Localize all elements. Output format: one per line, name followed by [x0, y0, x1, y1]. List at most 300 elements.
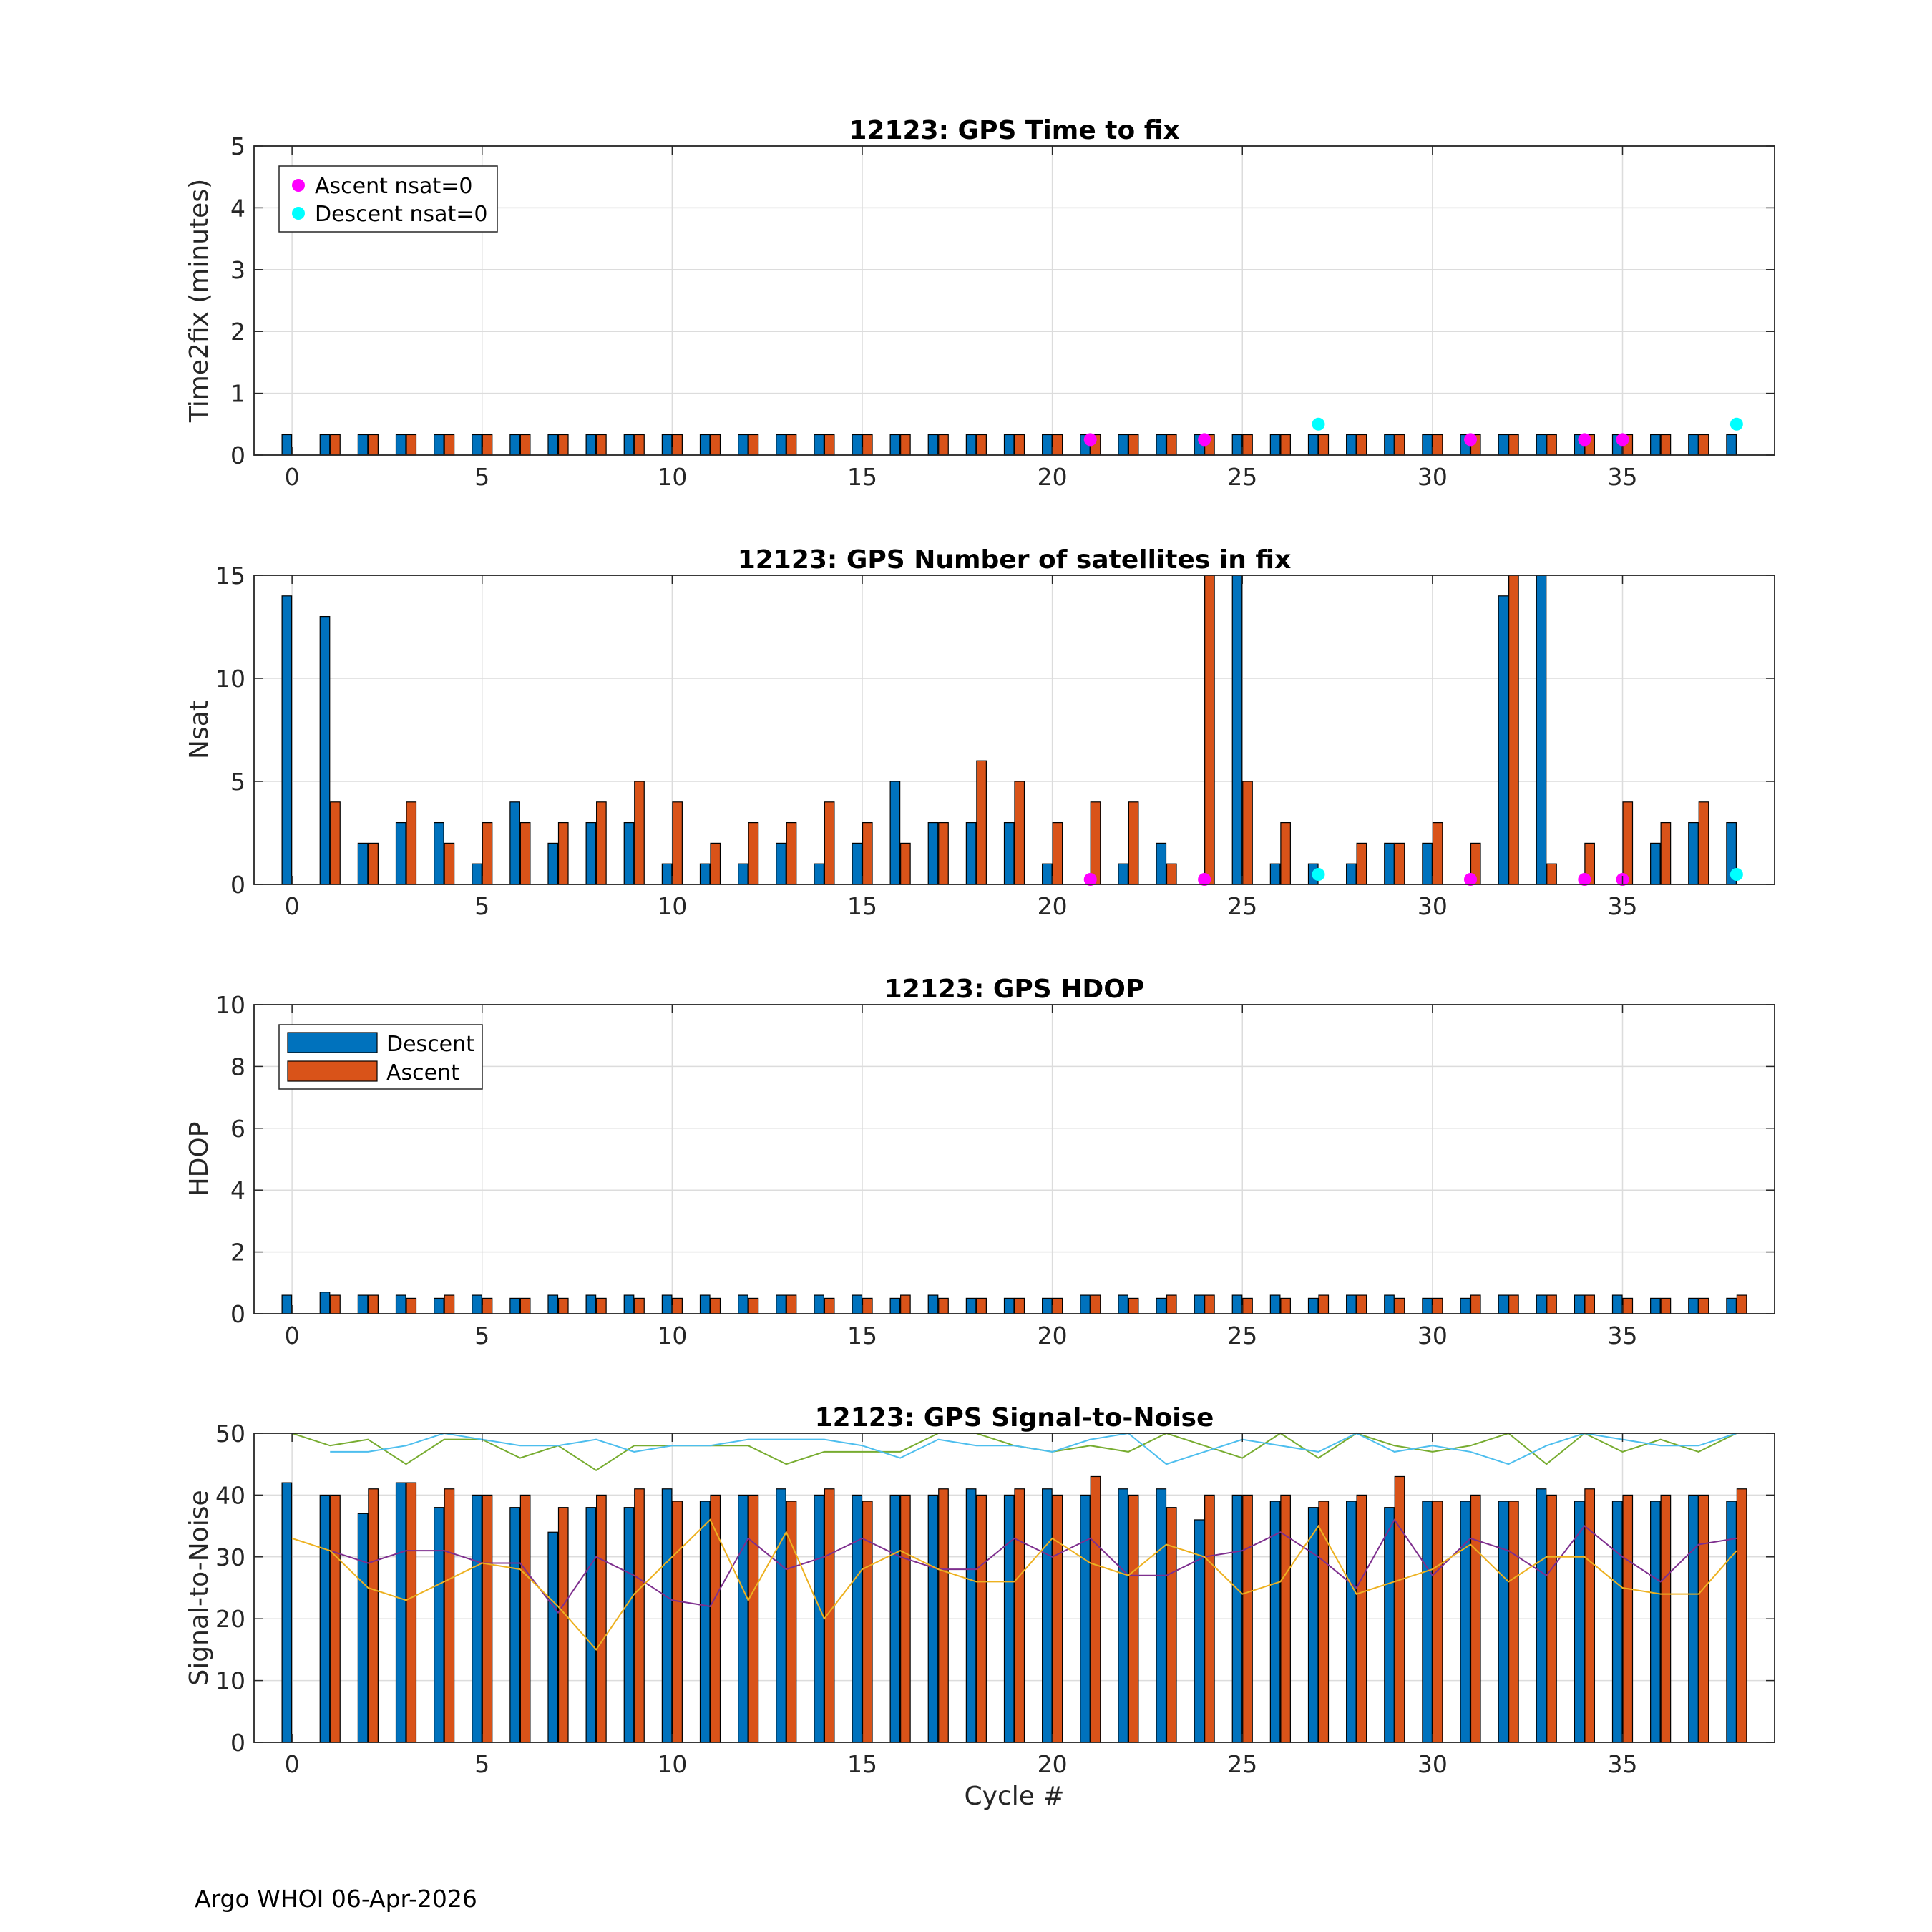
bar-ascent: [711, 434, 721, 455]
x-tick-label: 30: [1417, 1750, 1448, 1778]
bar-ascent: [1243, 1495, 1253, 1742]
bar-ascent: [1053, 823, 1063, 884]
bar-descent: [814, 864, 824, 884]
bar-descent: [1385, 434, 1395, 455]
bar-ascent: [711, 1298, 721, 1314]
bar-descent: [1689, 1298, 1699, 1314]
bar-descent: [396, 1483, 406, 1742]
bar-ascent: [1509, 575, 1519, 884]
y-tick-label: 1: [230, 379, 245, 408]
y-axis-label: Signal-to-Noise: [185, 1490, 214, 1686]
bar-descent: [586, 1295, 596, 1314]
bar-descent: [1423, 434, 1433, 455]
y-tick-label: 0: [230, 1729, 245, 1757]
bar-ascent: [1661, 823, 1671, 884]
bar-ascent: [1509, 1295, 1519, 1314]
legend-marker-descent: [292, 207, 305, 220]
x-tick-label: 20: [1037, 1322, 1068, 1350]
x-tick-label: 20: [1037, 463, 1068, 491]
bar-ascent: [1091, 802, 1101, 884]
bar-ascent: [1471, 1295, 1481, 1314]
bar-ascent: [1547, 1495, 1557, 1742]
legend-label: Descent: [386, 1032, 474, 1057]
bar-ascent: [1547, 1295, 1557, 1314]
x-tick-label: 10: [657, 1322, 688, 1350]
bar-descent: [814, 1495, 824, 1742]
footer-label: Argo WHOI 06-Apr-2026: [195, 1885, 477, 1913]
bar-ascent: [1737, 1295, 1747, 1314]
bar-descent: [1385, 843, 1395, 884]
bar-descent: [1613, 1501, 1623, 1742]
bar-descent: [472, 864, 482, 884]
legend: [279, 1025, 482, 1089]
bar-descent: [396, 1295, 406, 1314]
bar-ascent: [444, 843, 454, 884]
bar-ascent: [1167, 434, 1177, 455]
bar-ascent: [1053, 434, 1063, 455]
bar-ascent: [748, 1298, 758, 1314]
bar-descent: [852, 1295, 862, 1314]
bar-descent: [1118, 434, 1128, 455]
bar-ascent: [369, 434, 379, 455]
bar-ascent: [1661, 1495, 1671, 1742]
panel-1: [185, 116, 1775, 491]
bar-descent: [434, 1298, 444, 1314]
bar-ascent: [786, 823, 796, 884]
bar-ascent: [1357, 843, 1367, 884]
bar-descent: [1080, 1295, 1091, 1314]
bar-descent: [1156, 1298, 1166, 1314]
bar-ascent: [1128, 802, 1138, 884]
y-tick-label: 2: [230, 318, 245, 346]
x-tick-label: 35: [1607, 1750, 1638, 1778]
bar-descent: [852, 843, 862, 884]
bar-ascent: [1357, 1295, 1367, 1314]
y-axis-label: Nsat: [185, 701, 214, 759]
bar-ascent: [597, 434, 607, 455]
bar-ascent: [635, 1489, 645, 1742]
bar-ascent: [711, 843, 721, 884]
bar-ascent: [1585, 1295, 1595, 1314]
bar-descent: [1270, 1295, 1280, 1314]
bar-ascent: [1128, 1495, 1138, 1742]
bar-descent: [624, 434, 634, 455]
bar-descent: [1043, 1298, 1053, 1314]
bar-descent: [1727, 434, 1737, 455]
bar-descent: [1498, 434, 1508, 455]
bar-ascent: [369, 1295, 379, 1314]
bar-ascent: [1015, 1489, 1025, 1742]
chart-title: 12123: GPS HDOP: [884, 975, 1145, 1004]
bar-ascent: [1243, 1298, 1253, 1314]
bar-descent: [1270, 864, 1280, 884]
bar-ascent: [635, 1298, 645, 1314]
x-tick-label: 20: [1037, 1750, 1068, 1778]
bar-descent: [662, 864, 672, 884]
bar-descent: [966, 1489, 976, 1742]
bar-ascent: [863, 1501, 873, 1742]
marker-ascent-nsat0: [1198, 433, 1211, 446]
bar-descent: [928, 1495, 938, 1742]
x-tick-label: 5: [474, 1322, 490, 1350]
bar-descent: [776, 434, 786, 455]
bar-descent: [814, 1295, 824, 1314]
bar-ascent: [444, 1489, 454, 1742]
bar-descent: [510, 802, 520, 884]
bar-ascent: [482, 823, 492, 884]
bar-descent: [701, 434, 711, 455]
bar-descent: [1498, 596, 1508, 884]
bar-descent: [624, 1508, 634, 1742]
bar-ascent: [1091, 1476, 1101, 1742]
bar-ascent: [559, 1508, 569, 1742]
bar-ascent: [1699, 434, 1709, 455]
bar-descent: [320, 1495, 330, 1742]
y-tick-label: 5: [230, 768, 245, 796]
bar-descent: [1232, 434, 1242, 455]
bar-ascent: [1699, 802, 1709, 884]
bar-descent: [928, 434, 938, 455]
bar-descent: [1460, 1501, 1470, 1742]
x-tick-label: 30: [1417, 463, 1448, 491]
bar-ascent: [635, 781, 645, 884]
bar-descent: [776, 1489, 786, 1742]
bar-descent: [1423, 1501, 1433, 1742]
bar-ascent: [901, 1495, 911, 1742]
bar-descent: [1005, 823, 1015, 884]
bar-ascent: [748, 434, 758, 455]
bar-descent: [358, 1513, 368, 1742]
bar-ascent: [1319, 1501, 1329, 1742]
x-tick-label: 0: [284, 1750, 300, 1778]
bar-ascent: [977, 1298, 987, 1314]
panel-2: [185, 545, 1775, 920]
bar-descent: [510, 1298, 520, 1314]
x-tick-label: 15: [847, 892, 877, 920]
bar-descent: [1156, 1489, 1166, 1742]
bar-descent: [852, 1495, 862, 1742]
legend-marker-ascent: [292, 179, 305, 192]
bar-ascent: [369, 843, 379, 884]
bar-descent: [890, 781, 900, 884]
bar-ascent: [1509, 1501, 1519, 1742]
bar-descent: [738, 1295, 748, 1314]
x-tick-label: 20: [1037, 892, 1068, 920]
bar-ascent: [1167, 1295, 1177, 1314]
bar-descent: [1574, 1295, 1584, 1314]
bar-descent: [1005, 1298, 1015, 1314]
bar-descent: [1232, 1295, 1242, 1314]
bar-descent: [396, 434, 406, 455]
bar-ascent: [406, 1483, 416, 1742]
bar-descent: [1536, 1295, 1546, 1314]
bar-descent: [966, 1298, 976, 1314]
bar-descent: [1651, 843, 1661, 884]
bar-ascent: [1281, 434, 1291, 455]
bar-ascent: [1053, 1495, 1063, 1742]
y-tick-label: 3: [230, 255, 245, 284]
bar-ascent: [977, 761, 987, 884]
bar-ascent: [748, 1495, 758, 1742]
bar-descent: [1194, 1520, 1204, 1742]
marker-ascent-nsat0: [1616, 433, 1629, 446]
y-tick-label: 50: [215, 1420, 245, 1448]
bar-descent: [1005, 1495, 1015, 1742]
bar-ascent: [673, 434, 683, 455]
bar-descent: [1080, 1495, 1091, 1742]
x-tick-label: 10: [657, 1750, 688, 1778]
bar-descent: [320, 434, 330, 455]
bar-descent: [1270, 434, 1280, 455]
bar-ascent: [1205, 575, 1215, 884]
bar-descent: [358, 434, 368, 455]
y-tick-label: 10: [215, 991, 245, 1019]
bar-ascent: [597, 1495, 607, 1742]
bar-ascent: [331, 1295, 341, 1314]
bar-descent: [624, 823, 634, 884]
bar-descent: [1689, 823, 1699, 884]
bar-descent: [358, 1295, 368, 1314]
bar-descent: [1118, 1295, 1128, 1314]
x-tick-label: 35: [1607, 463, 1638, 491]
bar-descent: [1156, 843, 1166, 884]
bar-descent: [472, 1295, 482, 1314]
bar-ascent: [939, 1298, 949, 1314]
bar-ascent: [1015, 1298, 1025, 1314]
y-axis-label: HDOP: [185, 1121, 214, 1197]
bar-descent: [1232, 575, 1242, 884]
bar-descent: [1118, 1489, 1128, 1742]
bar-ascent: [673, 1298, 683, 1314]
bar-ascent: [1395, 1298, 1405, 1314]
x-tick-label: 25: [1227, 463, 1258, 491]
bar-ascent: [1471, 1495, 1481, 1742]
bar-descent: [890, 434, 900, 455]
bar-ascent: [1623, 802, 1633, 884]
bar-ascent: [977, 434, 987, 455]
x-tick-label: 0: [284, 892, 300, 920]
bar-ascent: [559, 1298, 569, 1314]
x-axis-label: Cycle #: [964, 1782, 1065, 1811]
marker-ascent-nsat0: [1464, 433, 1477, 446]
bar-descent: [1727, 1298, 1737, 1314]
bar-descent: [624, 1295, 634, 1314]
bar-ascent: [1167, 864, 1177, 884]
bar-ascent: [1661, 1298, 1671, 1314]
bar-descent: [510, 434, 520, 455]
legend: [279, 166, 497, 232]
panel-4: [185, 1403, 1775, 1811]
bar-descent: [738, 434, 748, 455]
bar-descent: [1309, 1508, 1319, 1742]
bar-ascent: [597, 802, 607, 884]
bar-ascent: [1357, 434, 1367, 455]
bar-descent: [776, 1295, 786, 1314]
bar-descent: [1309, 1298, 1319, 1314]
bar-ascent: [482, 1495, 492, 1742]
bar-descent: [1156, 434, 1166, 455]
x-tick-label: 15: [847, 463, 877, 491]
bar-descent: [966, 434, 976, 455]
bar-ascent: [635, 434, 645, 455]
bar-descent: [472, 1495, 482, 1742]
bar-descent: [1005, 434, 1015, 455]
bar-descent: [320, 617, 330, 884]
bar-ascent: [1205, 1295, 1215, 1314]
y-axis-label: Time2fix (minutes): [185, 178, 214, 423]
bar-descent: [1727, 1501, 1737, 1742]
bar-ascent: [1433, 823, 1443, 884]
bar-descent: [776, 843, 786, 884]
bar-ascent: [1128, 434, 1138, 455]
y-tick-label: 8: [230, 1053, 245, 1081]
bar-descent: [852, 434, 862, 455]
bar-ascent: [901, 434, 911, 455]
bar-descent: [434, 434, 444, 455]
bar-ascent: [939, 823, 949, 884]
marker-descent-nsat0: [1730, 418, 1743, 431]
bar-descent: [320, 1292, 330, 1314]
bar-ascent: [406, 1298, 416, 1314]
bar-descent: [1043, 864, 1053, 884]
bar-descent: [282, 1483, 292, 1742]
chart-title: 12123: GPS Number of satellites in fix: [737, 545, 1292, 575]
bar-descent: [1118, 864, 1128, 884]
bar-ascent: [977, 1495, 987, 1742]
bar-descent: [396, 823, 406, 884]
y-tick-label: 10: [215, 1667, 245, 1695]
bar-descent: [1536, 575, 1546, 884]
bar-ascent: [1053, 1298, 1063, 1314]
x-tick-label: 35: [1607, 892, 1638, 920]
bar-ascent: [939, 434, 949, 455]
bar-descent: [662, 1295, 672, 1314]
bar-descent: [1347, 434, 1357, 455]
bar-descent: [1536, 1489, 1546, 1742]
bar-ascent: [901, 1295, 911, 1314]
bar-descent: [434, 823, 444, 884]
bar-descent: [890, 1298, 900, 1314]
bar-descent: [966, 823, 976, 884]
x-tick-label: 15: [847, 1750, 877, 1778]
bar-ascent: [673, 802, 683, 884]
bar-ascent: [482, 1298, 492, 1314]
bar-ascent: [863, 1298, 873, 1314]
bar-descent: [1194, 1295, 1204, 1314]
bar-ascent: [824, 434, 834, 455]
bar-ascent: [1395, 843, 1405, 884]
bar-ascent: [1205, 1495, 1215, 1742]
bar-ascent: [444, 434, 454, 455]
bar-descent: [434, 1508, 444, 1742]
bar-descent: [814, 434, 824, 455]
bar-ascent: [1395, 1476, 1405, 1742]
bar-descent: [1385, 1508, 1395, 1742]
y-tick-label: 2: [230, 1238, 245, 1267]
legend-label: Descent nsat=0: [315, 202, 488, 227]
bar-ascent: [1699, 1495, 1709, 1742]
bar-ascent: [331, 802, 341, 884]
bar-descent: [282, 434, 292, 455]
bar-ascent: [331, 1495, 341, 1742]
bar-descent: [586, 823, 596, 884]
bar-ascent: [786, 434, 796, 455]
x-tick-label: 10: [657, 463, 688, 491]
legend-swatch-descent: [288, 1033, 377, 1053]
y-tick-label: 6: [230, 1114, 245, 1143]
bar-ascent: [1091, 1295, 1101, 1314]
y-tick-label: 0: [230, 871, 245, 899]
bar-descent: [1347, 1295, 1357, 1314]
bar-descent: [1651, 1501, 1661, 1742]
chart-title: 12123: GPS Signal-to-Noise: [814, 1403, 1214, 1433]
legend-swatch-ascent: [288, 1061, 377, 1081]
bar-ascent: [1243, 781, 1253, 884]
bar-ascent: [1357, 1495, 1367, 1742]
bar-ascent: [1661, 434, 1671, 455]
bar-ascent: [824, 1298, 834, 1314]
bar-descent: [358, 843, 368, 884]
bar-ascent: [1395, 434, 1405, 455]
bar-ascent: [406, 434, 416, 455]
bar-descent: [1689, 1495, 1699, 1742]
bar-descent: [548, 1295, 558, 1314]
bar-descent: [928, 823, 938, 884]
bar-ascent: [406, 802, 416, 884]
y-tick-label: 15: [215, 562, 245, 590]
bar-ascent: [1281, 823, 1291, 884]
bar-descent: [701, 1295, 711, 1314]
legend-label: Ascent: [386, 1060, 459, 1085]
y-tick-label: 30: [215, 1543, 245, 1571]
x-tick-label: 0: [284, 1322, 300, 1350]
x-tick-label: 30: [1417, 892, 1448, 920]
bar-descent: [1423, 843, 1433, 884]
bar-ascent: [786, 1295, 796, 1314]
bar-ascent: [559, 434, 569, 455]
bar-ascent: [1623, 1298, 1633, 1314]
bar-ascent: [520, 823, 530, 884]
x-tick-label: 35: [1607, 1322, 1638, 1350]
bar-descent: [1347, 864, 1357, 884]
bar-ascent: [1128, 1298, 1138, 1314]
bar-ascent: [1433, 1298, 1443, 1314]
x-tick-label: 0: [284, 463, 300, 491]
bar-ascent: [520, 434, 530, 455]
bar-ascent: [1737, 1489, 1747, 1742]
bar-descent: [548, 434, 558, 455]
y-tick-label: 4: [230, 194, 245, 223]
bar-descent: [1270, 1501, 1280, 1742]
bar-ascent: [444, 1295, 454, 1314]
bar-ascent: [1319, 434, 1329, 455]
y-tick-label: 0: [230, 1300, 245, 1328]
chart-title: 12123: GPS Time to fix: [849, 116, 1180, 145]
bar-descent: [1385, 1295, 1395, 1314]
bar-descent: [1498, 1501, 1508, 1742]
bar-descent: [890, 1495, 900, 1742]
x-tick-label: 25: [1227, 892, 1258, 920]
bar-ascent: [748, 823, 758, 884]
bar-descent: [701, 864, 711, 884]
bar-ascent: [369, 1489, 379, 1742]
x-tick-label: 25: [1227, 1750, 1258, 1778]
bar-descent: [586, 1508, 596, 1742]
y-tick-label: 4: [230, 1176, 245, 1205]
bar-ascent: [1547, 434, 1557, 455]
bar-descent: [1232, 1495, 1242, 1742]
bar-descent: [1689, 434, 1699, 455]
